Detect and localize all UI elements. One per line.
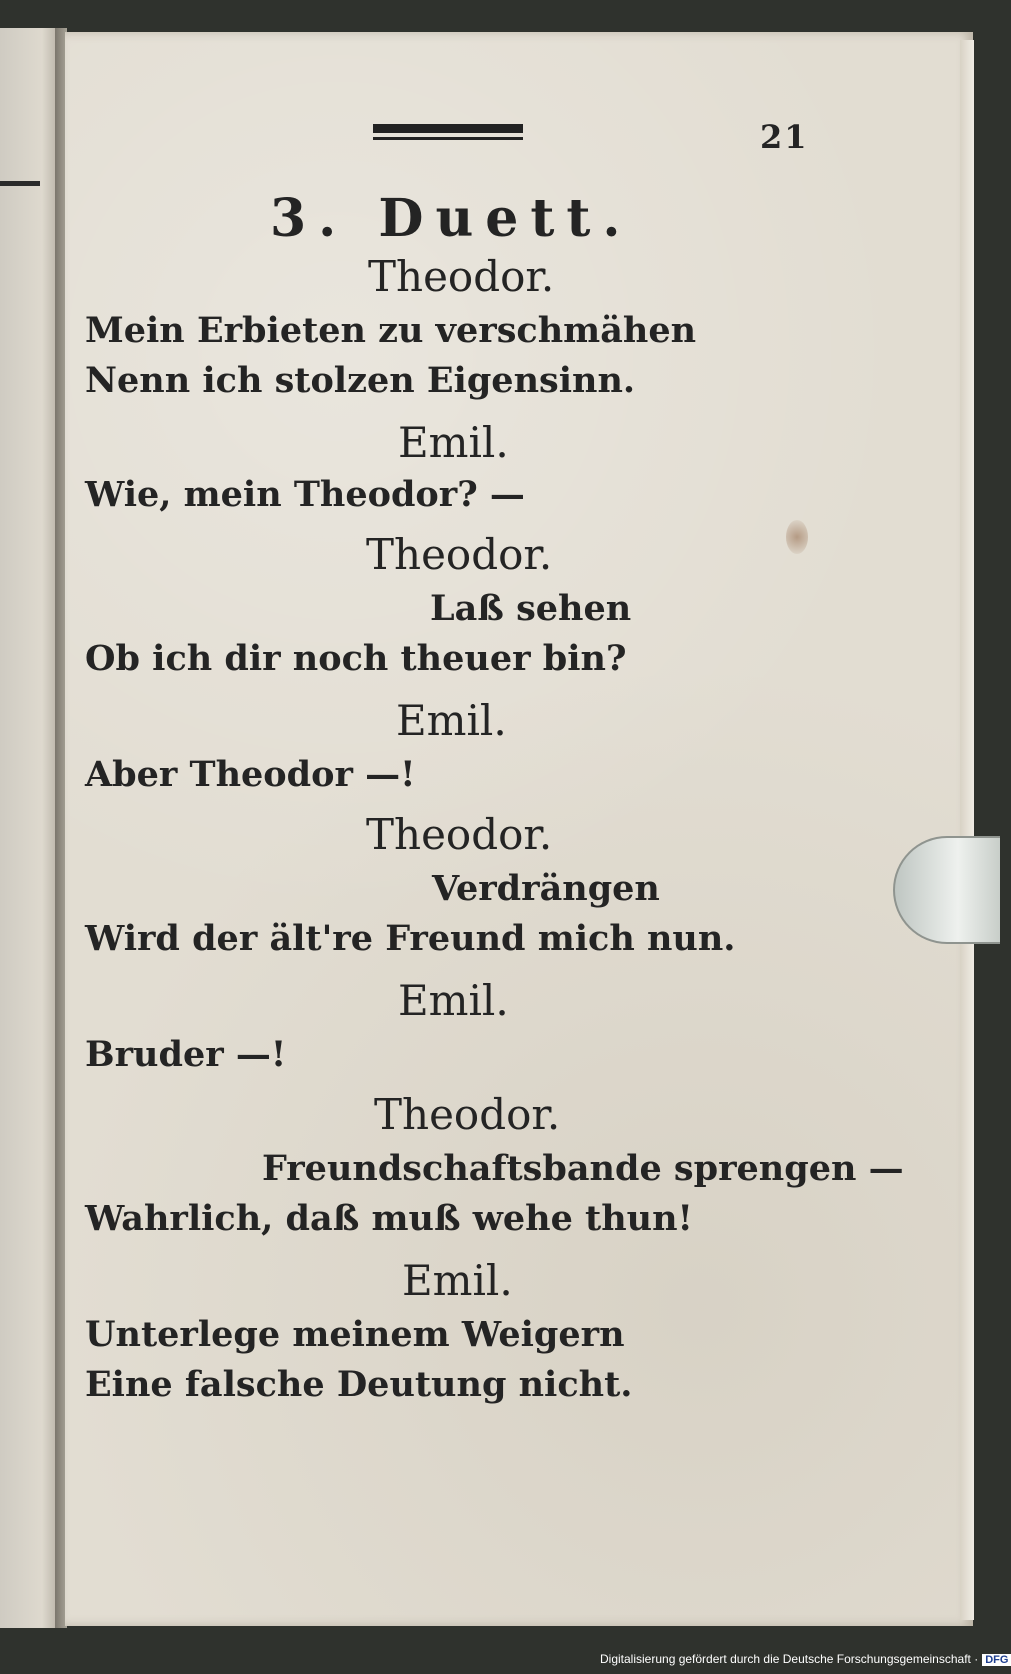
previous-page-rule: [0, 181, 40, 186]
verse-line: Eine falsche Deutung nicht.: [85, 1364, 633, 1405]
speaker-name: Emil.: [402, 1256, 513, 1305]
page-number: 21: [760, 118, 809, 156]
verse-line: Bruder —!: [85, 1034, 287, 1075]
dfg-logo: DFG: [982, 1654, 1011, 1666]
verse-line: Laß sehen: [430, 588, 632, 629]
credit-text: Digitalisierung gefördert durch die Deutsche Forschungsgemeinschaft ·: [600, 1652, 979, 1666]
section-title: 3. Duett.: [270, 188, 633, 249]
digitization-credit: [600, 1652, 1011, 1666]
speaker-name: Emil.: [398, 976, 509, 1025]
speaker-name: Theodor.: [374, 1090, 561, 1139]
speaker-name: Theodor.: [368, 252, 555, 301]
verse-line: Aber Theodor —!: [85, 754, 416, 795]
verse-line: Mein Erbieten zu verschmähen: [85, 310, 697, 351]
speaker-name: Emil.: [396, 696, 507, 745]
header-rule-thick: [373, 124, 523, 133]
header-rule-thin: [373, 137, 523, 140]
paper-stain: [786, 520, 808, 554]
previous-page-edge: [0, 28, 60, 1628]
verse-line: Unterlege meinem Weigern: [85, 1314, 625, 1355]
verse-line: Wird der ält're Freund mich nun.: [85, 918, 736, 959]
verse-line: Nenn ich stolzen Eigensinn.: [85, 360, 636, 401]
verse-line: Wahrlich, daß muß wehe thun!: [85, 1198, 693, 1239]
verse-line: Verdrängen: [432, 868, 660, 909]
speaker-name: Theodor.: [366, 530, 553, 579]
page-holder-clip: [893, 836, 1000, 944]
speaker-name: Emil.: [398, 418, 509, 467]
verse-line: Freundschaftsbande sprengen —: [262, 1148, 904, 1189]
speaker-name: Theodor.: [366, 810, 553, 859]
verse-line: Wie, mein Theodor? —: [85, 474, 525, 515]
header-ornament-rule: [373, 124, 523, 142]
verse-line: Ob ich dir noch theuer bin?: [85, 638, 627, 679]
page-fore-edge: [960, 40, 974, 1620]
